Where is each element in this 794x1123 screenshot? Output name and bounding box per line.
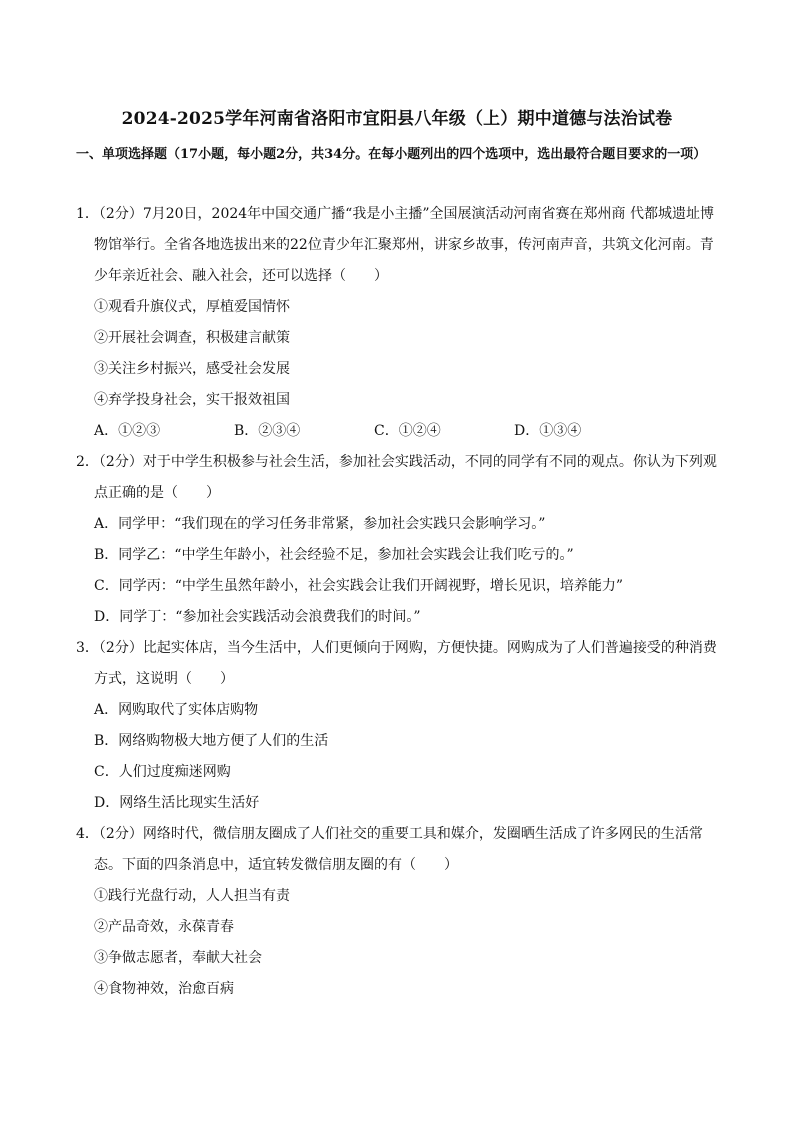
question-stem [76, 447, 726, 509]
statement-3: ③争做志愿者，奉献大社会 [94, 950, 262, 966]
option-a: A．同学甲：“我们现在的学习任务非常紧，参加社会实践只会影响学习。” [94, 516, 546, 532]
question-text: （2分）比起实体店，当今生活中，人们更倾向于网购，方便快捷。网购成为了人们普遍接受的种消费方式，这说明（ ） [94, 640, 717, 687]
statement-4: ④食物神效，治愈百病 [94, 981, 234, 997]
statement-2: ②开展社会调查，积极建言献策 [94, 330, 290, 346]
question-text: （2分）对于中学生积极参与社会生活，参加社会实践活动，不同的同学有不同的观点。你认为下列观点正确的是（ ） [94, 454, 717, 501]
exam-title: 2024-2025学年河南省洛阳市宜阳县八年级（上）期中道德与法治试卷 [121, 109, 673, 129]
option-d: D．同学丁：“参加社会实践活动会浪费我们的时间。” [94, 609, 421, 625]
question-3 [76, 633, 726, 819]
question-stem [76, 819, 726, 881]
option-c: C．同学丙：“中学生虽然年龄小，社会实践会让我们开阔视野，增长见识，培养能力” [94, 578, 624, 594]
statement-1: ①观看升旗仪式，厚植爱国情怀 [94, 299, 290, 315]
option-b: B．②③④ [234, 423, 301, 439]
option-d: D．网络生活比现实生活好 [94, 795, 260, 811]
statement-1: ①践行光盘行动，人人担当有责 [94, 888, 290, 904]
question-1 [76, 199, 726, 447]
question-number: 2． [76, 454, 99, 470]
option-row [76, 416, 726, 447]
option-c: C．①②④ [374, 423, 441, 439]
option-b: B．同学乙：“中学生年龄小，社会经验不足，参加社会实践会让我们吃亏的。” [94, 547, 574, 563]
question-number: 3． [76, 640, 99, 656]
statement-3: ③关注乡村振兴，感受社会发展 [94, 361, 290, 377]
question-list [76, 199, 726, 1005]
option-a: A．①②③ [94, 423, 161, 439]
option-d: D．①③④ [514, 423, 582, 439]
question-text: （2分）网络时代，微信朋友圈成了人们社交的重要工具和媒介，发圈晒生活成了许多网民的生活常态。下面的四条消息中，适宜转发微信朋友圈的有（ ） [94, 826, 703, 873]
option-b: B．网络购物极大地方便了人们的生活 [94, 733, 329, 749]
question-2 [76, 447, 726, 633]
question-number: 4． [76, 826, 99, 842]
question-number: 1． [76, 206, 99, 222]
option-a: A．网购取代了实体店购物 [94, 702, 259, 718]
question-4 [76, 819, 726, 1005]
question-stem [76, 199, 726, 292]
question-text: （2分）7月20日，2024年中国交通广播“我是小主播”全国展演活动河南省赛在郑州商 代都城遗址博物馆举行。全省各地选拔出来的22位青少年汇聚郑州，讲家乡故事，传河南声音，共筑文化河南。青少年亲近社会、融入社会，还可以选择（ ） [94, 206, 714, 284]
section-heading: 一、单项选择题（17小题，每小题2分，共34分。在每小题列出的四个选项中，选出最符合题目要求的一项） [76, 147, 707, 162]
option-c: C．人们过度痴迷网购 [94, 764, 231, 780]
statement-4: ④弃学投身社会，实干报效祖国 [94, 392, 290, 408]
statement-2: ②产品奇效，永葆青春 [94, 919, 234, 935]
question-stem [76, 633, 726, 695]
